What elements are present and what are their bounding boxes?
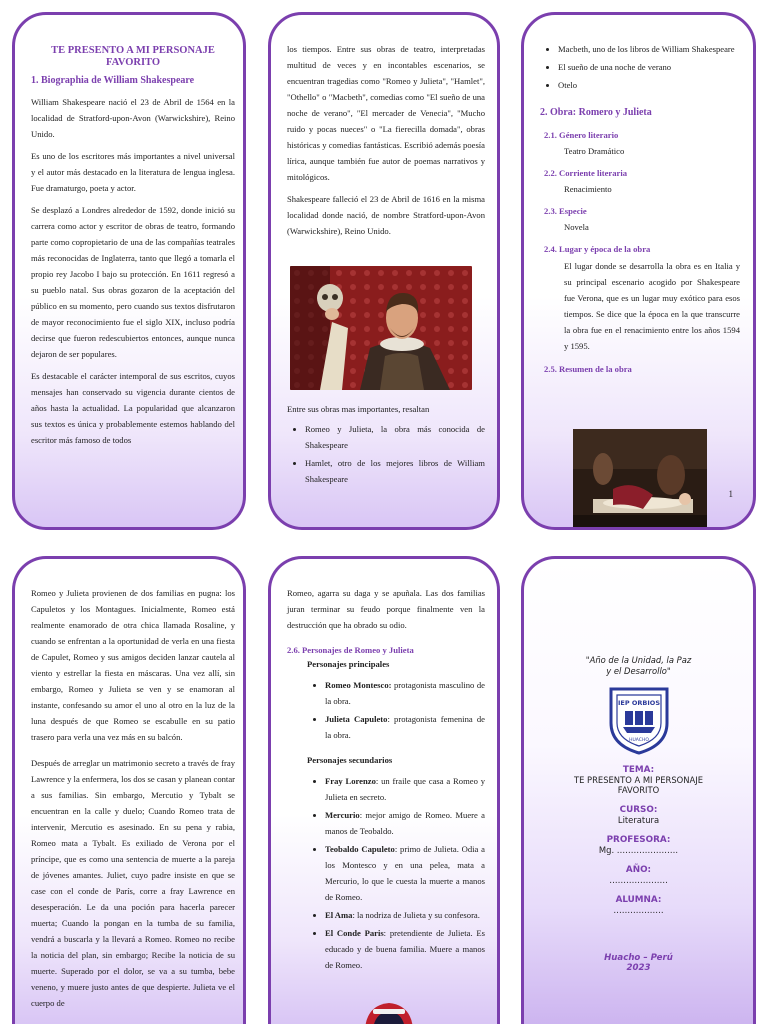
- subheading-genre: 2.1. Género literario: [544, 130, 619, 140]
- brochure-title: TE PRESENTO A MI PERSONAJE FAVORITO: [51, 45, 215, 68]
- paragraph: William Shakespeare nació el 23 de Abril de 1564 en la localidad de Stratford-upon-Avon (Warwickshire), Reino Unido.: [31, 97, 235, 139]
- tema-label: TEMA:: [622, 765, 655, 775]
- profesora-value: Mg. ………………….: [598, 845, 679, 855]
- paragraph: Se desplazó a Londres alrededor de 1592, donde inició su carrera como actor y escritor de obras de teatro, formando parte como copropietario de una de las compañías teatrales más reconocidas de Inglaterra, tanto que llegó a tomarla el propio rey Jacobo I bajo su protección. En 1611 regresó a su pueblo natal. Sus obras gozaron de la aceptación del público en su momento, pero cuando sus textos disfrutaron de mayor reconocimiento fue el siglo XIX, incluso podría decirse que fueron redescubiertos entonces, aunque nunca dejaron de ser populares.: [31, 205, 235, 359]
- list-item: • Macbeth, uno de los libros de William Shakespeare: [558, 41, 740, 57]
- subheading-movement: 2.2. Corriente literaria: [544, 168, 628, 178]
- shakespeare-portrait-image: [290, 266, 472, 390]
- list-item: • Romeo y Julieta, la obra más conocida de Shakespeare: [305, 421, 485, 453]
- list-item: • Teobaldo Capuleto: primo de Julieta. Odia a los Montesco y en una pelea, mata a Mercurio, lo que le cuesta la muerte a manos de Romeo.: [325, 841, 485, 905]
- place-text: El lugar donde se desarrolla la obra es en Italia y su principal escenario acogido por Shakespeare fue Verona, que es un lugar muy exótico para esos tiempos. Se dice que la época en la que transcurre la obra fue en el renacimiento entre los años 1594 y 1595.: [564, 261, 740, 351]
- svg-text:IEP ORBIOS: IEP ORBIOS: [617, 699, 660, 707]
- main-characters-list: [287, 677, 485, 743]
- section-heading-characters: 2.6. Personajes de Romeo y Julieta: [287, 645, 414, 655]
- subheading-species: 2.3. Especie: [544, 206, 587, 216]
- secondary-characters-list: [287, 773, 485, 973]
- list-item: • Mercurio: mejor amigo de Romeo. Muere a manos de Teobaldo.: [325, 807, 485, 839]
- school-logo: [607, 683, 671, 755]
- tema-value: TE PRESENTO A MI PERSONAJE FAVORITO: [573, 775, 704, 795]
- list-item: • Julieta Capuleto: protagonista femenina de la obra.: [325, 711, 485, 743]
- subheading-summary: 2.5. Resumen de la obra: [544, 364, 632, 374]
- alumna-value: ………………: [613, 905, 664, 915]
- curso-label: CURSO:: [619, 805, 658, 815]
- secondary-characters-label: Personajes secundarios: [307, 755, 393, 765]
- cartoon-character-icon: [359, 999, 419, 1024]
- page-number: 1: [728, 489, 733, 499]
- alumna-label: ALUMNA:: [615, 895, 662, 905]
- list-item: • Hamlet, otro de los mejores libros de William Shakespeare: [305, 455, 485, 487]
- main-characters-label: Personajes principales: [307, 659, 390, 669]
- genre-value: Teatro Dramático: [564, 146, 625, 156]
- list-item: • Otelo: [558, 77, 740, 93]
- works-list: [287, 421, 485, 487]
- brochure-panel-works: [268, 12, 500, 530]
- section-heading-play: 2. Obra: Romero y Julieta: [540, 107, 652, 118]
- paragraph: Después de arreglar un matrimonio secreto a través de fray Lawrence y la enfermera, los dos se casan y planean contar a sus familias. Sin embargo, Mercutio y Tybalt se encuentran en la calle y duelo; Cuando Romeo trata de intervenir, Mercutio es asesinado. En su pena y rabia, Romeo mata a Tybalt. Es exiliado de Verona por el príncipe, que es como una sentencia de muerte a la pareja de jóvenes amantes. Juliet, cuyo padre insiste en que se case con el conde de París, corre a fray Lawrence en desesperación. Le da una poción para hacerla parecer muerta; Cuando la pongan en la tumba de su familia, vendrá a buscarla y la llevará a Romeo. Romeo no recibe la noticia del plan, sin embargo; Recibe la noticia de su muerte. Superado por el dolor, se va a su tumba, bebe veneno, y muere justo antes de que despierte. Julieta ve el cuerpo de: [31, 758, 235, 1008]
- footer-city: Huacho – Perú: [604, 953, 673, 963]
- brochure-panel-biography: [12, 12, 246, 530]
- paragraph: Romeo y Julieta provienen de dos familias en pugna: los Capuletos y los Montagues. Inicialmente, Romeo está realmente enamorado de otra chica llamada Rosaline, y cuando se enfrentan a la oportunidad de verla en una fiesta de Capulet, Romeo y sus amigos deciden lanzar cautela al viento y estrellar la fiesta en máscaras. Una vez allí, sin embargo, Romeo y Julieta se ven y se enamoran al instante, confesando su amor el uno al otro en la luz de la luna después de que Romeo se escabulle en su patio trasero para verla una vez más en su balcón.: [31, 588, 235, 742]
- paragraph: los tiempos. Entre sus obras de teatro, interpretadas multitud de veces y en incontables escenarios, se encuentran tragedias como "Romeo y Julieta", "Hamlet", "Othello" o "Macbeth", comedias como "El sueño de una noche de verano", "El mercader de Venecia", "Mucho ruido y pocas nueces" o "La fierecilla domada", obras históricas y comedias fantásticas. Escribió además poesía lírica, aunque también fue autor de poemas narrativos y mitológicos.: [287, 44, 485, 182]
- list-item: • El sueño de una noche de verano: [558, 59, 740, 75]
- cover-content: [524, 655, 753, 973]
- section-heading-biography: 1. Biographia de William Shakespeare: [31, 75, 195, 86]
- anio-value: …………………: [609, 875, 668, 885]
- list-item: • Fray Lorenzo: un fraile que casa a Romeo y Julieta en secreto.: [325, 773, 485, 805]
- brochure-cover-panel: [521, 556, 756, 1024]
- svg-text:HUACHO: HUACHO: [628, 738, 649, 743]
- year-motto: "Año de la Unidad, la Paz y el Desarrollo": [585, 655, 692, 676]
- subheading-place: 2.4. Lugar y época de la obra: [544, 244, 651, 254]
- profesora-label: PROFESORA:: [606, 835, 671, 845]
- works-intro: Entre sus obras mas importantes, resaltan: [287, 404, 430, 414]
- anio-label: AÑO:: [625, 865, 652, 875]
- list-item: • El Ama: la nodriza de Julieta y su confesora.: [325, 907, 485, 923]
- paragraph: Shakespeare falleció el 23 de Abril de 1616 en la misma localidad donde nació, de nombre Stratford-upon-Avon (Warwickshire), Reino Unido.: [287, 194, 485, 236]
- list-item: • Romeo Montesco: protagonista masculino de la obra.: [325, 677, 485, 709]
- species-value: Novela: [564, 222, 589, 232]
- footer-year: 2023: [626, 963, 651, 973]
- paragraph: Es uno de los escritores más importantes a nivel universal y el autor más destacado en la literatura de lengua inglesa. Fue dramaturgo, poeta y actor.: [31, 151, 235, 193]
- brochure-panel-characters: [268, 556, 500, 1024]
- curso-value: Literatura: [617, 815, 660, 825]
- brochure-panel-play: [521, 12, 756, 530]
- list-item: • El Conde Paris: pretendiente de Julieta. Es educado y de buena familia. Muere a manos de Romeo.: [325, 925, 485, 973]
- brochure-panel-summary: [12, 556, 246, 1024]
- school-shield-icon: [607, 683, 671, 755]
- romeo-juliet-painting-image: [573, 429, 707, 530]
- paragraph: Romeo, agarra su daga y se apuñala. Las dos familias juran terminar su feudo porque finalmente ven la destrucción que ha obrado su odio.: [287, 588, 485, 630]
- paragraph: Es destacable el carácter intemporal de sus escritos, cuyos mensajes han conservado su vigencia durante cientos de años hasta la actualidad. La popularidad que alcanzaron sus textos es única y probablemente estemos hablando del escritor más famoso de todos: [31, 371, 235, 445]
- movement-value: Renacimiento: [564, 184, 612, 194]
- works-list-continued: [540, 41, 740, 93]
